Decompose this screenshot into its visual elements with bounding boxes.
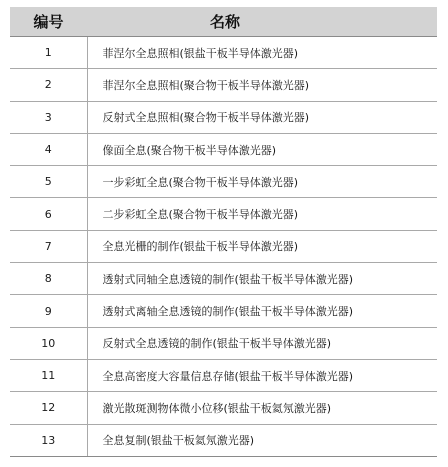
row-name: 一步彩虹全息(聚合物干板半导体激光器) — [87, 166, 437, 198]
experiment-table — [10, 7, 437, 457]
row-name: 全息高密度大容量信息存储(银盐干板半导体激光器) — [87, 359, 437, 391]
column-header-name — [87, 7, 437, 37]
row-number: 5 — [10, 166, 87, 198]
column-header-number: 编号 — [10, 7, 87, 37]
row-number: 8 — [10, 263, 87, 295]
table-row — [10, 37, 437, 69]
row-name: 反射式全息透镜的制作(银盐干板半导体激光器) — [87, 327, 437, 359]
header-row — [10, 7, 437, 37]
row-number: 13 — [10, 424, 87, 456]
row-number: 11 — [10, 359, 87, 391]
row-number: 4 — [10, 133, 87, 165]
table-row — [10, 101, 437, 133]
row-number: 9 — [10, 295, 87, 327]
row-name: 全息复制(银盐干板氦氖激光器) — [87, 424, 437, 456]
table-row — [10, 198, 437, 230]
row-number: 1 — [10, 37, 87, 69]
row-name: 反射式全息照相(聚合物干板半导体激光器) — [87, 101, 437, 133]
column-header-name-label: 名称 — [210, 13, 241, 31]
row-number: 12 — [10, 392, 87, 424]
row-name: 菲涅尔全息照相(银盐干板半导体激光器) — [87, 37, 437, 69]
experiment-table-container — [10, 7, 437, 457]
table-row — [10, 359, 437, 391]
row-name: 全息光栅的制作(银盐干板半导体激光器) — [87, 230, 437, 262]
table-row — [10, 295, 437, 327]
table-row — [10, 263, 437, 295]
table-row — [10, 133, 437, 165]
row-name: 二步彩虹全息(聚合物干板半导体激光器) — [87, 198, 437, 230]
row-number: 3 — [10, 101, 87, 133]
row-name: 菲涅尔全息照相(聚合物干板半导体激光器) — [87, 69, 437, 101]
table-row — [10, 166, 437, 198]
table-row — [10, 392, 437, 424]
table-row — [10, 230, 437, 262]
row-name: 激光散斑测物体微小位移(银盐干板氦氖激光器) — [87, 392, 437, 424]
row-name: 像面全息(聚合物干板半导体激光器) — [87, 133, 437, 165]
row-number: 10 — [10, 327, 87, 359]
table-row — [10, 69, 437, 101]
table-body — [10, 37, 437, 457]
row-name: 透射式离轴全息透镜的制作(银盐干板半导体激光器) — [87, 295, 437, 327]
table-row — [10, 424, 437, 456]
table-row — [10, 327, 437, 359]
row-name: 透射式同轴全息透镜的制作(银盐干板半导体激光器) — [87, 263, 437, 295]
row-number: 7 — [10, 230, 87, 262]
row-number: 2 — [10, 69, 87, 101]
table-header — [10, 7, 437, 37]
row-number: 6 — [10, 198, 87, 230]
